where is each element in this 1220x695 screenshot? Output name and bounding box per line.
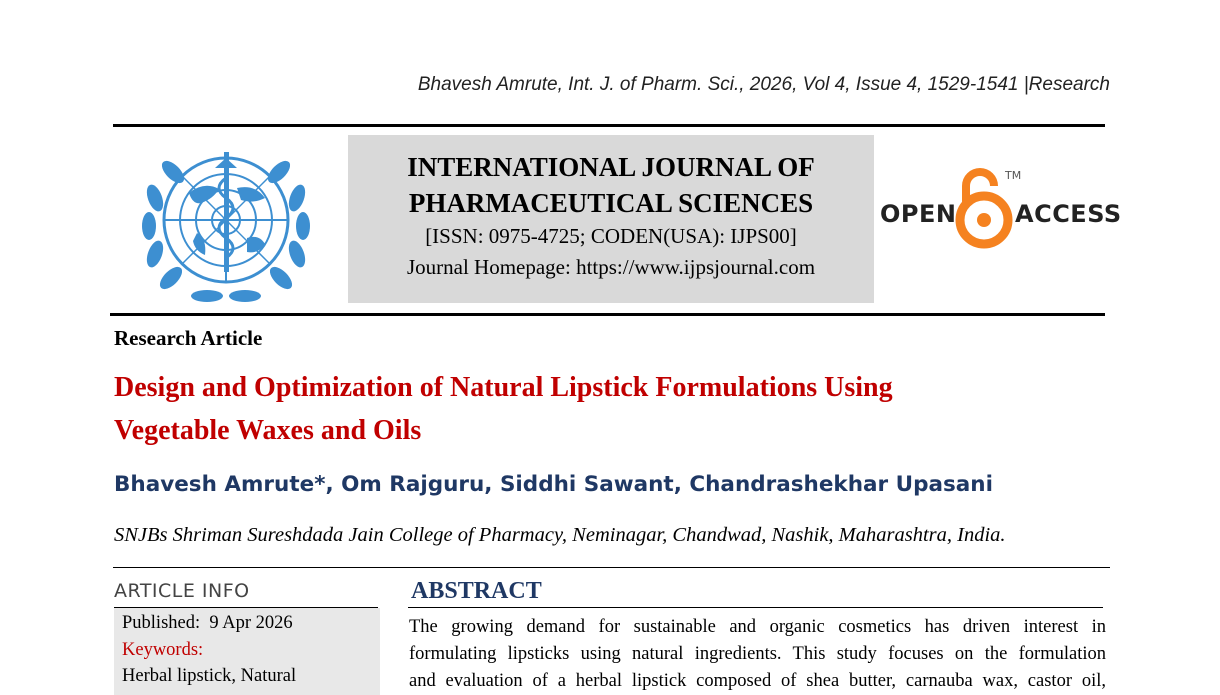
running-head: Bhavesh Amrute, Int. J. of Pharm. Sci., 2026, Vol 4, Issue 4, 1529-1541 |Research: [417, 74, 1110, 95]
keywords-label: Keywords:: [122, 639, 204, 660]
abstract-line: formulating lipsticks using natural ingredients. This study focuses on the formulation: [409, 644, 1106, 664]
open-access-logo: [880, 166, 1122, 251]
article-title: [114, 366, 1104, 452]
journal-issn: [ISSN: 0975-4725; CODEN(USA): IJPS00]: [425, 224, 797, 248]
article-title-line1: Design and Optimization of Natural Lipstick Formulations Using: [114, 372, 893, 403]
abstract-body: [409, 614, 1106, 695]
journal-logo: [127, 138, 325, 306]
abstract-rule: [408, 607, 1103, 608]
abstract-heading: ABSTRACT: [411, 578, 542, 604]
article-title-line2: Vegetable Waxes and Oils: [114, 415, 422, 446]
trademark-mark: TM: [1005, 169, 1022, 182]
open-access-left-word: OPEN: [880, 200, 957, 228]
published-label: Published:: [122, 613, 201, 633]
article-type: Research Article: [114, 326, 263, 350]
published-row: [122, 610, 380, 637]
abstract-line: The growing demand for sustainable and organic cosmetics has driven interest in: [409, 617, 1106, 637]
article-info-heading: ARTICLE INFO: [114, 580, 250, 602]
published-date: 9 Apr 2026: [209, 613, 293, 633]
open-access-right-word: ACCESS: [1015, 200, 1122, 228]
journal-title-line2: PHARMACEUTICAL SCIENCES: [408, 188, 814, 218]
journal-homepage: Journal Homepage: https://www.ijpsjournal.com: [406, 255, 816, 279]
header-rule-bottom: [110, 313, 1105, 316]
un-style-emblem-icon: [127, 138, 325, 306]
affiliation-rule: [113, 567, 1110, 568]
keywords-value: Herbal lipstick, Natural: [122, 666, 297, 686]
author-affiliation: SNJBs Shriman Sureshdada Jain College of Pharmacy, Neminagar, Chandwad, Nashik, Maharashtra, India.: [114, 524, 1006, 546]
journal-title-line1: INTERNATIONAL JOURNAL OF: [407, 152, 815, 182]
article-info-box: [114, 608, 380, 695]
journal-title: [348, 149, 874, 221]
journal-masthead: [348, 135, 874, 303]
header-rule-top: [113, 124, 1105, 127]
author-list: Bhavesh Amrute*, Om Rajguru, Siddhi Sawant, Chandrashekhar Upasani: [114, 472, 993, 497]
abstract-line: and evaluation of a herbal lipstick composed of shea butter, carnauba wax, castor oil,: [409, 671, 1106, 691]
